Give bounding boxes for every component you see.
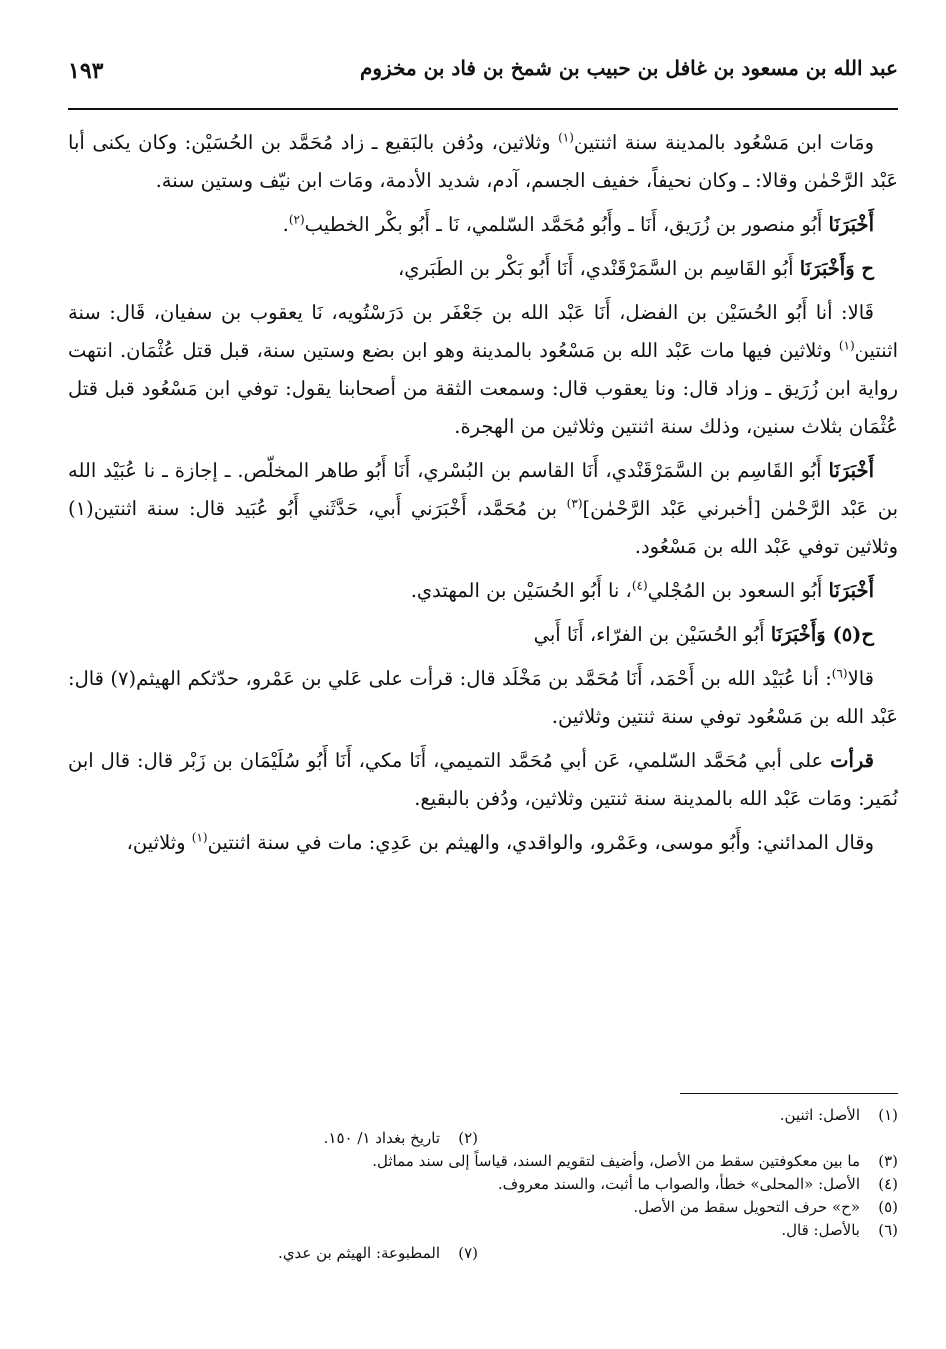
footnote-number: (٣) — [878, 1152, 898, 1170]
footnote-2 — [68, 1127, 478, 1150]
paragraph-text: قالا — [847, 667, 874, 690]
footnote-number: (٥) — [878, 1198, 898, 1216]
paragraph-2 — [68, 206, 898, 244]
footnote-separator — [680, 1093, 898, 1094]
footnote-number: (٦) — [878, 1221, 898, 1239]
footnote-number: (٤) — [878, 1175, 898, 1193]
footnote-1 — [68, 1104, 898, 1127]
footnote-text: المطبوعة: الهيثم بن عدي. — [278, 1244, 440, 1262]
paragraph-text: أَبُو القَاسِم بن السَّمَرْقَنْدي، أَنَا القاسم بن البُسْري، أَنَا أَبُو طاهر المخلّص. ـ إجازة ـ نا عُبَيْد الله بن عَبْد الرَّحْمٰن [أخبرني عَبْد الرَّحْمٰن] — [68, 459, 898, 520]
paragraph-text: قَالا: أنا أَبُو الحُسَيْن بن الفضل، أَنَا عَبْد الله بن جَعْفَر بن دَرَسْتُويه، نَا يعقوب بن سفيان، قَال: سنة اثنتين — [68, 301, 898, 362]
paragraph-text: وقال المدائني: وأَبُو موسى، وعَمْرو، والواقدي، والهيثم بن عَدِي: مات في سنة اثنتين — [207, 831, 874, 854]
footnote-text: تاريخ بغداد ١/ ١٥٠. — [323, 1129, 440, 1147]
footnote-number: (٢) — [458, 1129, 478, 1147]
paragraph-6 — [68, 572, 898, 610]
transmission-term: أَخْبَرَنَا — [828, 213, 874, 236]
paragraph-5 — [68, 452, 898, 566]
paragraph-text: وثلاثين فيها مات عَبْد الله بن مَسْعُود بالمدينة وهو ابن بضع وستين سنة، قبل قتل عُثْمَان. انتهت رواية ابن زُرَيق ـ وزاد قال: ونا يعقوب قال: وسمعت الثقة من أصحابنا يقول: توفي ابن مَسْعُود قبل قتل عُثْمَان بثلاث سنين، وذلك سنة اثنتين وثلاثين من الهجرة. — [68, 339, 898, 438]
transmission-term: قرأت — [830, 749, 874, 772]
page-number: ١٩٣ — [68, 58, 104, 84]
paragraph-text: أَبُو السعود بن المُجْلي — [647, 579, 829, 602]
footnote-text: الأصل: «المحلى» خطأ، والصواب ما أثبت، والسند معروف. — [497, 1175, 860, 1193]
paragraph-text: أَبُو الحُسَيْن بن الفرّاء، أَنَا أَبي — [533, 623, 771, 646]
main-text — [68, 124, 898, 868]
paragraph-text: . — [282, 213, 289, 236]
footnote-6 — [68, 1219, 898, 1242]
paragraph-text: وثلاثين، ودُفن بالبَقيع ـ زاد مُحَمَّد بن الحُسَيْن: وكان يكنى أبا عَبْد الرَّحْمٰن وقالا: ـ وكان نحيفاً، خفيف الجسم، آدم، شديد الأدمة، ومَات ابن نيّف وستين سنة. — [68, 131, 898, 192]
footnote-7 — [68, 1242, 478, 1265]
paragraph-9 — [68, 742, 898, 818]
footnote-marker: (١) — [191, 830, 208, 845]
footnote-marker: (١) — [838, 338, 855, 353]
paragraph-text: أَبُو القَاسِم بن السَّمَرْقَنْدي، أَنَا أَبُو بَكْر بن الطَبَري، — [397, 257, 800, 280]
footnote-5 — [68, 1196, 898, 1219]
footnote-number: (١) — [878, 1106, 898, 1124]
footnote-text: «ح» حرف التحويل سقط من الأصل. — [633, 1198, 860, 1216]
paragraph-10 — [68, 824, 898, 862]
transmission-term: أَخْبَرَنَا — [828, 579, 874, 602]
page-header — [68, 52, 898, 110]
footnote-marker: (٢) — [288, 212, 305, 227]
transmission-term: ح(٥) وَأَخْبَرَنَا — [770, 623, 874, 646]
footnote-4 — [68, 1173, 898, 1196]
paragraph-text: على أبي مُحَمَّد السّلمي، عَن أبي مُحَمَّد التميمي، أَنَا مكي، أَنَا أَبُو سُلَيْمَان بن زَبْر قال: قال ابن نُمَير: ومَات عَبْد الله بالمدينة سنة ثنتين وثلاثين، ودُفن بالبقيع. — [68, 749, 898, 810]
footnotes — [68, 1104, 898, 1265]
paragraph-4 — [68, 294, 898, 446]
running-title: عبد الله بن مسعود بن غافل بن حبيب بن شمخ بن فاد بن مخزوم — [360, 56, 898, 80]
paragraph-text: ، نا أَبُو الحُسَيْن بن المهتدي. — [410, 579, 632, 602]
footnote-number: (٧) — [458, 1244, 478, 1262]
footnote-marker: (٣) — [566, 496, 583, 511]
paragraph-text: بن مُحَمَّد، أَخْبَرَني أَبي، حَدَّثَني أَبُو عُبَيد قال: سنة اثنتين(١) وثلاثين توفي عَبْد الله بن مَسْعُود. — [68, 497, 898, 558]
paragraph-3 — [68, 250, 898, 288]
paragraph-text: : أنا عُبَيْد الله بن أَحْمَد، أَنَا مُحَمَّد بن مَخْلَد قال: قرأت على عَلي بن عَمْرو، حدّثكم الهيثم(٧) قال: عَبْد الله بن مَسْعُود توفي سنة ثنتين وثلاثين. — [68, 667, 898, 728]
footnote-marker: (١) — [558, 130, 574, 145]
transmission-term: أَخْبَرَنَا — [828, 459, 874, 482]
paragraph-1 — [68, 124, 898, 200]
footnote-text: ما بين معكوفتين سقط من الأصل، وأضيف لتقويم السند، قياساً إلى سند مماثل. — [372, 1152, 860, 1170]
footnote-marker: (٤) — [631, 578, 648, 593]
footnote-3 — [68, 1150, 898, 1173]
footnote-marker: (٦) — [831, 666, 848, 681]
paragraph-text: أَبُو منصور بن زُرَيق، أَنَا ـ وأَبُو مُحَمَّد السّلمي، نَا ـ أَبُو بكْر الخطيب — [304, 213, 829, 236]
paragraph-8 — [68, 660, 898, 736]
paragraph-text: وثلاثين، — [126, 831, 192, 854]
paragraph-7 — [68, 616, 898, 654]
transmission-term: ح وَأَخْبَرَنَا — [799, 257, 874, 280]
footnote-text: بالأصل: قال. — [781, 1221, 860, 1239]
paragraph-text: ومَات ابن مَسْعُود بالمدينة سنة اثنتين — [573, 131, 874, 154]
footnote-text: الأصل: اثنين. — [779, 1106, 860, 1124]
